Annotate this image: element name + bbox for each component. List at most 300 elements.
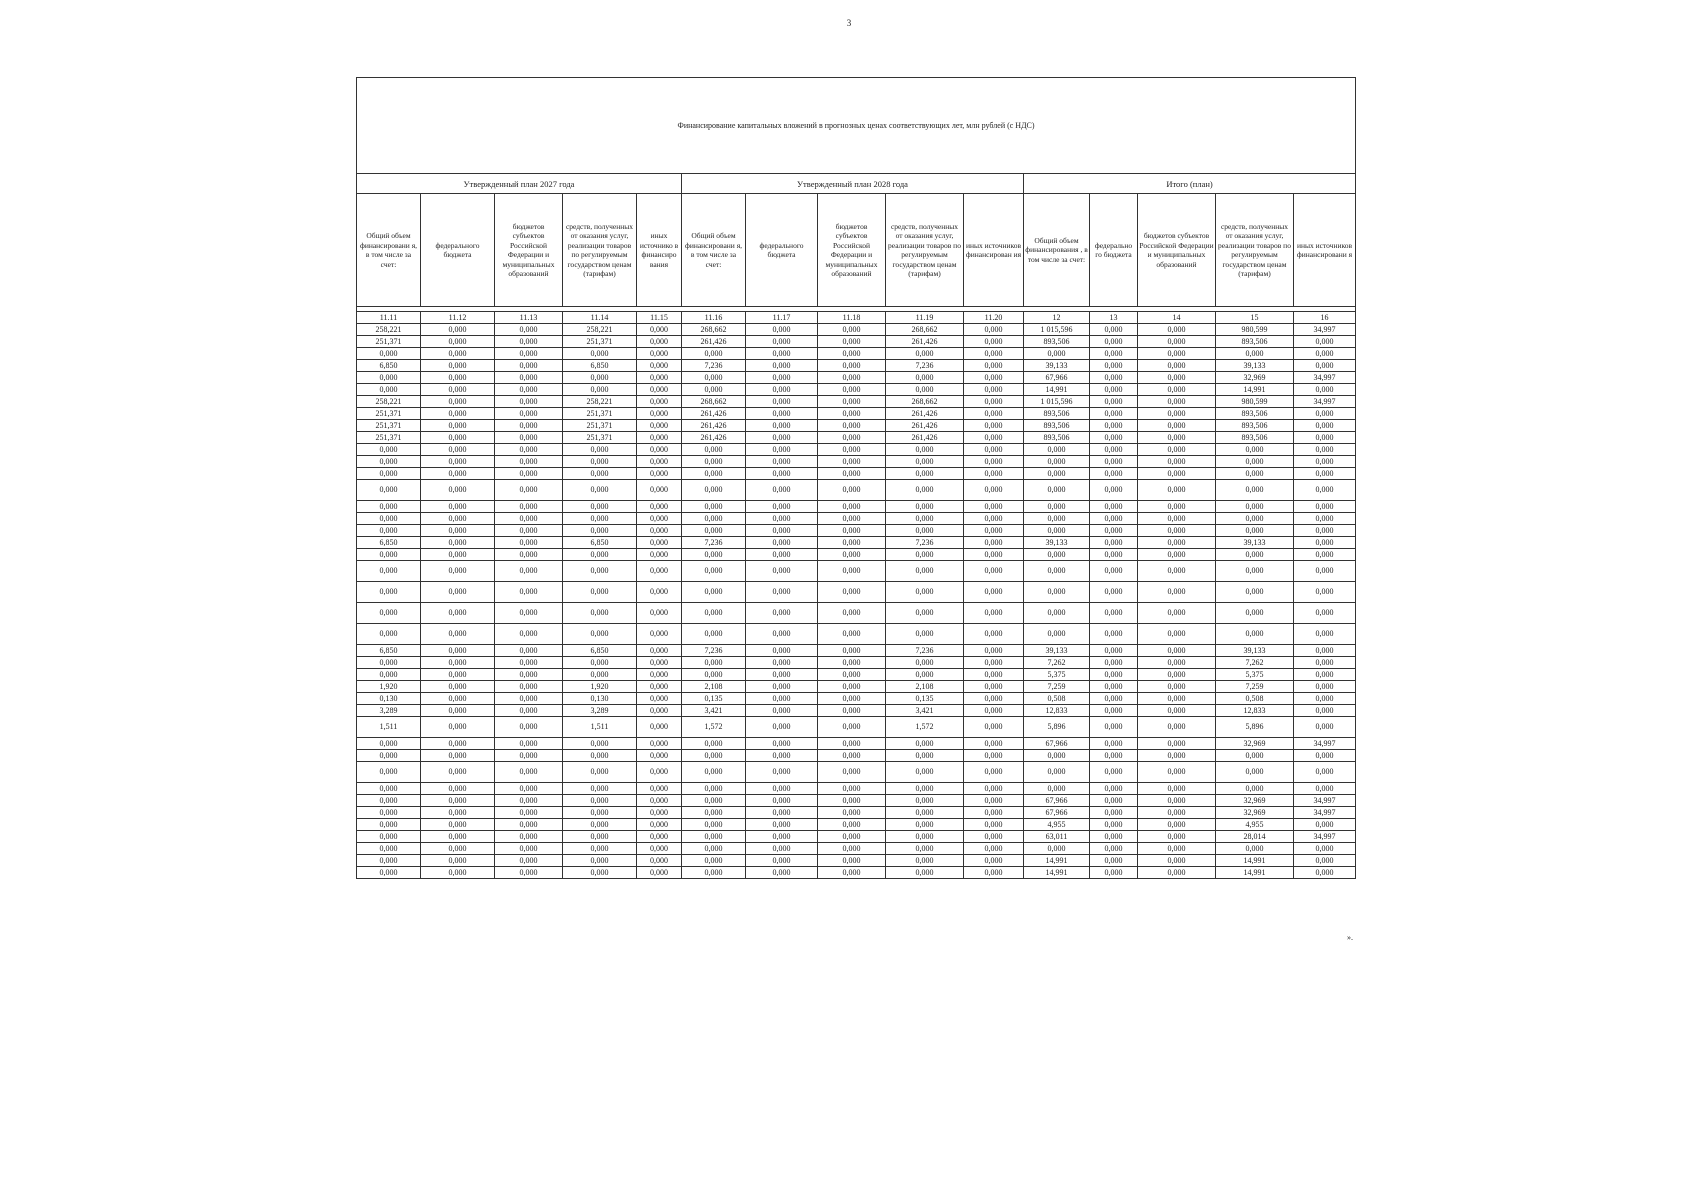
table-cell: 0,000	[1024, 762, 1090, 783]
table-cell: 0,000	[1138, 561, 1216, 582]
table-cell: 0,000	[818, 657, 886, 669]
table-row	[357, 738, 1356, 750]
table-cell: 0,000	[421, 348, 495, 360]
table-cell: 0,000	[1216, 501, 1294, 513]
table-cell: 0,000	[818, 396, 886, 408]
table-cell: 0,000	[495, 396, 563, 408]
table-cell: 0,000	[421, 480, 495, 501]
table-cell: 0,000	[818, 717, 886, 738]
table-cell: 258,221	[357, 396, 421, 408]
table-cell: 0,000	[1024, 750, 1090, 762]
column-header: Общий объем финансировани я, в том числе за счет:	[357, 194, 421, 307]
table-cell: 0,000	[886, 501, 964, 513]
column-header: средств, полученных от оказания услуг, реализации товаров по регулируемым государством ценам (тарифам)	[1216, 194, 1294, 307]
table-cell: 0,000	[682, 501, 746, 513]
table-cell: 0,000	[1090, 432, 1138, 444]
table-cell: 0,000	[1294, 501, 1356, 513]
table-cell: 0,000	[1138, 513, 1216, 525]
table-cell: 0,000	[495, 819, 563, 831]
table-cell: 0,000	[421, 669, 495, 681]
table-cell: 0,000	[421, 795, 495, 807]
table-cell: 0,000	[357, 843, 421, 855]
table-cell: 0,000	[682, 372, 746, 384]
table-cell: 14,991	[1024, 867, 1090, 879]
table-cell: 0,000	[1090, 513, 1138, 525]
table-row	[357, 336, 1356, 348]
table-cell: 0,000	[746, 681, 818, 693]
table-cell: 0,000	[1138, 603, 1216, 624]
table-cell: 0,000	[1024, 843, 1090, 855]
table-cell: 0,000	[682, 513, 746, 525]
table-cell: 0,000	[1024, 603, 1090, 624]
table-cell: 0,000	[886, 819, 964, 831]
table-cell: 0,000	[964, 867, 1024, 879]
table-cell: 0,000	[637, 501, 682, 513]
table-cell: 3,421	[886, 705, 964, 717]
table-cell: 14,991	[1024, 384, 1090, 396]
table-cell: 0,000	[421, 843, 495, 855]
table-cell: 0,000	[818, 843, 886, 855]
table-cell: 0,000	[421, 501, 495, 513]
table-cell: 0,000	[637, 456, 682, 468]
table-cell: 258,221	[563, 396, 637, 408]
column-number: 11.12	[421, 312, 495, 324]
table-cell: 0,000	[1216, 582, 1294, 603]
table-cell: 0,000	[746, 348, 818, 360]
table-cell: 893,506	[1024, 432, 1090, 444]
table-cell: 0,000	[746, 324, 818, 336]
column-number: 11.13	[495, 312, 563, 324]
table-cell: 0,000	[421, 657, 495, 669]
column-header: иных источников финансировани я	[1294, 194, 1356, 307]
table-cell: 0,000	[421, 705, 495, 717]
table-cell: 0,000	[682, 855, 746, 867]
table-cell: 0,000	[637, 468, 682, 480]
table-cell: 0,000	[1024, 513, 1090, 525]
table-cell: 0,000	[495, 705, 563, 717]
table-cell: 6,850	[357, 360, 421, 372]
table-cell: 0,000	[886, 867, 964, 879]
table-row	[357, 525, 1356, 537]
table-cell: 251,371	[563, 432, 637, 444]
table-cell: 0,000	[1138, 432, 1216, 444]
table-cell: 63,011	[1024, 831, 1090, 843]
table-cell: 0,000	[1216, 480, 1294, 501]
table-cell: 0,000	[1138, 408, 1216, 420]
table-cell: 0,000	[1138, 831, 1216, 843]
table-title: Финансирование капитальных вложений в прогнозных ценах соответствующих лет, млн рублей (с НДС)	[357, 78, 1356, 174]
table-cell: 0,000	[1090, 750, 1138, 762]
table-cell: 0,000	[746, 537, 818, 549]
table-cell: 0,000	[682, 444, 746, 456]
table-cell: 0,000	[1090, 549, 1138, 561]
table-cell: 0,000	[357, 480, 421, 501]
table-row	[357, 855, 1356, 867]
table-cell: 4,955	[1024, 819, 1090, 831]
table-cell: 0,000	[818, 456, 886, 468]
table-cell: 0,000	[1216, 525, 1294, 537]
table-cell: 0,000	[1294, 762, 1356, 783]
table-cell: 0,000	[1090, 360, 1138, 372]
table-cell: 0,000	[1294, 783, 1356, 795]
table-cell: 0,000	[1294, 360, 1356, 372]
table-cell: 0,000	[1294, 693, 1356, 705]
table-cell: 0,000	[357, 657, 421, 669]
table-cell: 34,997	[1294, 807, 1356, 819]
table-cell: 3,289	[357, 705, 421, 717]
table-cell: 0,000	[563, 468, 637, 480]
table-cell: 0,000	[886, 348, 964, 360]
table-cell: 0,000	[746, 525, 818, 537]
table-cell: 0,000	[357, 525, 421, 537]
table-cell: 0,000	[818, 819, 886, 831]
table-cell: 0,000	[818, 501, 886, 513]
table-cell: 0,000	[682, 669, 746, 681]
table-cell: 0,000	[1138, 717, 1216, 738]
table-cell: 0,000	[563, 501, 637, 513]
table-cell: 0,000	[818, 783, 886, 795]
table-cell: 0,000	[818, 867, 886, 879]
table-cell: 261,426	[682, 336, 746, 348]
column-header: иных источнико в финансиро вания	[637, 194, 682, 307]
column-number: 11.17	[746, 312, 818, 324]
table-cell: 0,000	[357, 549, 421, 561]
table-cell: 0,000	[421, 360, 495, 372]
table-cell: 0,000	[1090, 480, 1138, 501]
column-number: 11.19	[886, 312, 964, 324]
table-cell: 0,000	[421, 420, 495, 432]
table-cell: 0,000	[818, 348, 886, 360]
table-cell: 0,000	[682, 657, 746, 669]
table-cell: 0,000	[886, 468, 964, 480]
table-cell: 0,000	[357, 384, 421, 396]
table-cell: 0,000	[1090, 783, 1138, 795]
table-cell: 0,000	[421, 549, 495, 561]
table-cell: 0,000	[1216, 750, 1294, 762]
table-cell: 0,000	[421, 645, 495, 657]
table-cell: 14,991	[1024, 855, 1090, 867]
table-cell: 0,000	[964, 831, 1024, 843]
table-cell: 0,000	[964, 669, 1024, 681]
table-cell: 0,000	[682, 843, 746, 855]
table-cell: 0,000	[563, 480, 637, 501]
table-cell: 0,000	[563, 750, 637, 762]
table-cell: 0,000	[495, 432, 563, 444]
table-cell: 0,000	[495, 408, 563, 420]
table-cell: 0,000	[964, 396, 1024, 408]
table-cell: 0,000	[682, 831, 746, 843]
table-cell: 0,000	[637, 681, 682, 693]
table-cell: 0,000	[818, 420, 886, 432]
table-cell: 0,000	[746, 855, 818, 867]
table-cell: 0,000	[1216, 762, 1294, 783]
table-cell: 0,000	[421, 582, 495, 603]
table-cell: 0,000	[964, 480, 1024, 501]
table-cell: 0,000	[746, 795, 818, 807]
table-cell: 0,508	[1216, 693, 1294, 705]
table-cell: 0,000	[1090, 819, 1138, 831]
column-number: 11.11	[357, 312, 421, 324]
table-cell: 0,000	[563, 843, 637, 855]
table-cell: 0,000	[1294, 819, 1356, 831]
table-cell: 0,000	[886, 669, 964, 681]
table-cell: 0,000	[1024, 348, 1090, 360]
table-cell: 0,000	[495, 480, 563, 501]
table-cell: 0,508	[1024, 693, 1090, 705]
table-cell: 0,000	[637, 348, 682, 360]
table-cell: 268,662	[886, 396, 964, 408]
table-cell: 0,000	[1090, 717, 1138, 738]
table-cell: 0,000	[964, 324, 1024, 336]
table-cell: 0,000	[563, 657, 637, 669]
table-cell: 3,421	[682, 705, 746, 717]
table-cell: 0,000	[495, 669, 563, 681]
table-cell: 0,135	[682, 693, 746, 705]
table-cell: 0,000	[637, 384, 682, 396]
table-cell: 0,000	[746, 624, 818, 645]
table-cell: 0,130	[357, 693, 421, 705]
table-cell: 0,000	[637, 525, 682, 537]
table-cell: 6,850	[563, 645, 637, 657]
table-cell: 0,000	[495, 525, 563, 537]
table-cell: 7,236	[886, 537, 964, 549]
table-cell: 0,000	[1294, 645, 1356, 657]
table-cell: 0,000	[1294, 468, 1356, 480]
table-cell: 0,000	[1294, 750, 1356, 762]
page-number: 3	[846, 18, 852, 28]
table-cell: 0,000	[818, 408, 886, 420]
table-cell: 0,000	[682, 525, 746, 537]
table-cell: 1,572	[682, 717, 746, 738]
table-cell: 251,371	[563, 420, 637, 432]
table-row	[357, 396, 1356, 408]
table-cell: 0,000	[1090, 762, 1138, 783]
table-cell: 0,000	[746, 480, 818, 501]
table-cell: 0,000	[886, 795, 964, 807]
table-cell: 34,997	[1294, 396, 1356, 408]
table-cell: 0,000	[1138, 624, 1216, 645]
table-cell: 0,000	[1138, 501, 1216, 513]
table-cell: 0,000	[746, 717, 818, 738]
table-cell: 0,000	[1090, 705, 1138, 717]
column-number: 11.15	[637, 312, 682, 324]
table-cell: 32,969	[1216, 795, 1294, 807]
table-cell: 0,000	[1090, 537, 1138, 549]
table-cell: 0,000	[637, 843, 682, 855]
table-cell: 0,000	[1138, 795, 1216, 807]
table-cell: 0,000	[357, 867, 421, 879]
table-cell: 0,000	[1294, 336, 1356, 348]
table-cell: 0,000	[421, 456, 495, 468]
table-cell: 0,000	[1138, 762, 1216, 783]
table-cell: 0,000	[818, 525, 886, 537]
table-cell: 0,000	[357, 468, 421, 480]
table-cell: 0,000	[818, 693, 886, 705]
table-cell: 0,000	[886, 549, 964, 561]
table-cell: 0,000	[746, 420, 818, 432]
table-cell: 0,000	[495, 444, 563, 456]
table-cell: 0,000	[964, 624, 1024, 645]
table-cell: 5,375	[1024, 669, 1090, 681]
table-cell: 0,000	[1024, 480, 1090, 501]
table-cell: 0,000	[886, 513, 964, 525]
table-cell: 0,000	[1294, 717, 1356, 738]
table-cell: 12,833	[1216, 705, 1294, 717]
table-cell: 6,850	[563, 360, 637, 372]
table-cell: 0,000	[1090, 681, 1138, 693]
table-cell: 0,000	[682, 795, 746, 807]
table-cell: 0,000	[1138, 867, 1216, 879]
table-cell: 0,000	[1024, 549, 1090, 561]
table-row	[357, 408, 1356, 420]
column-header: федерального бюджета	[746, 194, 818, 307]
group-header-total: Итого (план)	[1024, 174, 1356, 194]
table-cell: 0,000	[1294, 480, 1356, 501]
table-cell: 67,966	[1024, 738, 1090, 750]
table-cell: 0,000	[495, 783, 563, 795]
group-header-2028: Утвержденный план 2028 года	[682, 174, 1024, 194]
column-header: федерально го бюджета	[1090, 194, 1138, 307]
table-cell: 0,000	[1090, 738, 1138, 750]
table-cell: 893,506	[1216, 432, 1294, 444]
table-cell: 0,000	[357, 762, 421, 783]
table-cell: 0,000	[1138, 348, 1216, 360]
table-cell: 0,000	[1216, 468, 1294, 480]
table-cell: 0,000	[746, 582, 818, 603]
column-number: 13	[1090, 312, 1138, 324]
table-cell: 0,000	[637, 336, 682, 348]
table-cell: 0,000	[563, 669, 637, 681]
table-cell: 0,000	[818, 855, 886, 867]
column-number: 11.14	[563, 312, 637, 324]
table-cell: 0,000	[563, 807, 637, 819]
table-cell: 0,000	[421, 762, 495, 783]
column-number: 11.18	[818, 312, 886, 324]
table-cell: 0,000	[357, 738, 421, 750]
table-cell: 0,000	[357, 561, 421, 582]
table-cell: 0,000	[421, 513, 495, 525]
table-cell: 0,000	[1138, 855, 1216, 867]
table-cell: 0,000	[682, 603, 746, 624]
table-cell: 0,000	[421, 324, 495, 336]
table-cell: 0,000	[421, 819, 495, 831]
table-cell: 261,426	[886, 420, 964, 432]
table-cell: 1,920	[563, 681, 637, 693]
table-cell: 0,000	[1294, 867, 1356, 879]
table-cell: 0,000	[637, 408, 682, 420]
table-cell: 2,108	[682, 681, 746, 693]
table-cell: 0,000	[746, 561, 818, 582]
table-cell: 0,000	[357, 795, 421, 807]
table-cell: 0,000	[1138, 843, 1216, 855]
table-cell: 0,000	[818, 582, 886, 603]
table-cell: 0,000	[682, 468, 746, 480]
table-cell: 0,000	[495, 348, 563, 360]
table-cell: 0,000	[1024, 783, 1090, 795]
table-cell: 0,000	[495, 537, 563, 549]
table-cell: 0,000	[495, 681, 563, 693]
table-cell: 7,262	[1024, 657, 1090, 669]
table-row	[357, 468, 1356, 480]
table-cell: 0,000	[964, 348, 1024, 360]
table-cell: 39,133	[1216, 360, 1294, 372]
table-cell: 0,000	[1216, 513, 1294, 525]
table-row	[357, 582, 1356, 603]
table-cell: 0,000	[495, 513, 563, 525]
table-cell: 0,000	[1294, 603, 1356, 624]
column-header: Общий объем финансирования , в том числе за счет:	[1024, 194, 1090, 307]
table-cell: 0,000	[495, 468, 563, 480]
table-cell: 0,000	[964, 807, 1024, 819]
table-cell: 0,000	[637, 807, 682, 819]
table-cell: 0,000	[1138, 324, 1216, 336]
table-cell: 0,000	[421, 807, 495, 819]
table-cell: 0,000	[637, 420, 682, 432]
table-cell: 0,000	[421, 717, 495, 738]
table-row	[357, 669, 1356, 681]
table-cell: 0,000	[1138, 750, 1216, 762]
table-cell: 0,000	[682, 807, 746, 819]
table-cell: 0,000	[1216, 456, 1294, 468]
table-cell: 14,991	[1216, 384, 1294, 396]
table-cell: 251,371	[563, 408, 637, 420]
table-cell: 893,506	[1216, 336, 1294, 348]
table-cell: 0,000	[746, 669, 818, 681]
table-cell: 0,000	[495, 807, 563, 819]
table-cell: 0,000	[818, 372, 886, 384]
table-cell: 0,000	[886, 372, 964, 384]
table-cell: 0,000	[637, 582, 682, 603]
table-cell: 0,000	[886, 750, 964, 762]
table-cell: 0,000	[682, 561, 746, 582]
table-cell: 0,000	[1216, 444, 1294, 456]
table-cell: 0,000	[637, 657, 682, 669]
table-cell: 0,000	[818, 795, 886, 807]
table-cell: 0,000	[563, 525, 637, 537]
table-cell: 0,000	[964, 819, 1024, 831]
table-cell: 0,000	[495, 645, 563, 657]
table-cell: 0,000	[746, 807, 818, 819]
table-cell: 0,000	[1090, 624, 1138, 645]
table-cell: 0,000	[1294, 525, 1356, 537]
table-cell: 0,000	[746, 783, 818, 795]
table-cell: 0,000	[1294, 561, 1356, 582]
table-cell: 0,000	[637, 762, 682, 783]
column-header: бюджетов субъектов Российской Федерации и муниципальных образований	[495, 194, 563, 307]
table-cell: 0,000	[818, 705, 886, 717]
table-cell: 0,000	[1138, 549, 1216, 561]
table-row	[357, 693, 1356, 705]
column-number: 12	[1024, 312, 1090, 324]
table-cell: 7,236	[886, 645, 964, 657]
table-cell: 0,000	[964, 384, 1024, 396]
table-cell: 0,000	[1024, 456, 1090, 468]
table-cell: 0,000	[746, 738, 818, 750]
table-cell: 0,000	[682, 624, 746, 645]
table-cell: 0,000	[421, 738, 495, 750]
table-cell: 0,000	[637, 396, 682, 408]
table-cell: 0,000	[1090, 795, 1138, 807]
table-cell: 0,000	[1138, 444, 1216, 456]
table-cell: 0,000	[682, 738, 746, 750]
table-cell: 0,000	[682, 819, 746, 831]
table-cell: 34,997	[1294, 795, 1356, 807]
table-cell: 0,000	[495, 762, 563, 783]
table-cell: 0,000	[421, 693, 495, 705]
table-cell: 0,000	[637, 819, 682, 831]
table-cell: 0,000	[495, 795, 563, 807]
table-cell: 0,000	[1138, 480, 1216, 501]
